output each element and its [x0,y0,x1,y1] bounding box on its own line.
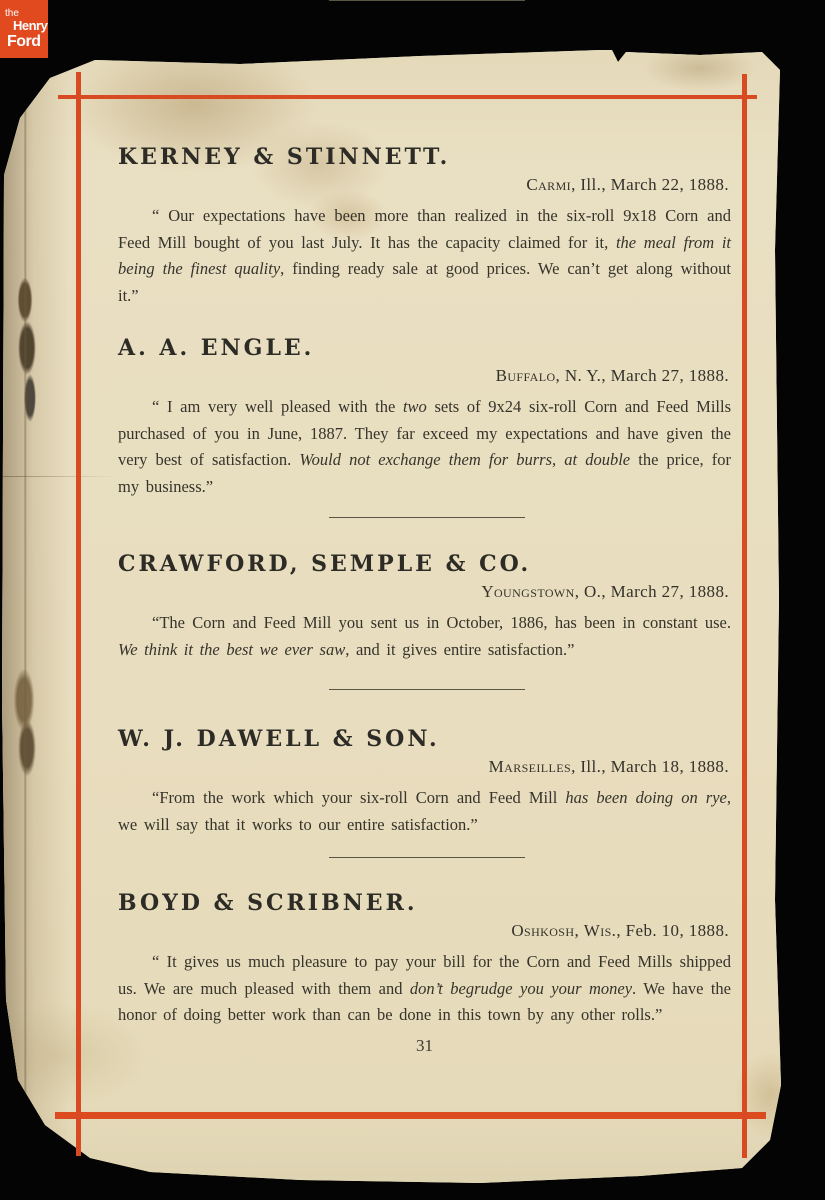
text-segment: , O., March 27, 1888. [574,582,729,601]
text-segment: “The Corn and Feed Mill you sent us in October, 1886, has been in constant use. [152,613,731,632]
text-segment: “ It gives us much pleasure to pay your bill for the Corn and Feed Mills shipped us. We are much pleased with them and [118,952,731,998]
text-segment: Youngstown [481,582,575,601]
testimonial [118,890,731,1029]
text-segment: has been doing on rye [565,788,727,807]
text-segment: , N. Y., March 27, 1888. [555,366,729,385]
page-border-rule-left [76,72,81,1156]
page-number: 31 [416,1036,433,1055]
text-segment: , finding ready sale at good prices. We can’t get along without it.” [118,259,731,305]
text-segment: . We have the honor of doing better work than can be done in this town by any other rolls.” [118,978,731,1024]
testimonial [118,335,731,500]
text-segment: “From the work which your six-roll Corn and Feed Mill [152,788,566,807]
testimonial-dateline [118,173,731,197]
testimonial-company-name: W. J. DAWELL & SON. [118,726,440,752]
text-segment: , we will say that it works to our entire satisfaction.” [118,788,731,834]
section-separator [329,857,525,858]
testimonial-quote [118,203,731,309]
text-segment: Marseilles [488,757,572,776]
text-segment: , [574,921,584,940]
text-segment: the price, for my business.” [118,450,731,496]
testimonial [118,144,731,309]
testimonial-list [118,0,731,1200]
testimonial-quote [118,949,731,1029]
testimonial-quote [118,610,731,663]
testimonial-company-name: CRAWFORD, SEMPLE & CO. [118,551,532,577]
section-separator [329,0,525,1]
text-segment: , and it gives entire satisfaction.” [345,639,575,659]
text-segment: Carmi [526,175,572,194]
logo-word-ford: Ford [7,33,41,50]
section-separator [329,517,525,518]
text-segment: , Ill., March 22, 1888. [571,175,729,194]
testimonial-dateline [118,364,731,388]
testimonial [118,726,731,838]
testimonial-quote [118,785,731,838]
text-segment: sets of 9x24 six-roll Corn and Feed Mills purchased of you in June, 1887. They far exceed my expectations and have given the very best of satisfaction. [118,397,732,469]
text-segment: Wis. [583,921,617,940]
testimonial-dateline [118,755,731,779]
logo-word-the: the [5,8,19,19]
text-segment: “ Our expectations have been more than realized in the six-roll 9x18 Corn and Feed Mill bought of you last July. It has the capacity claimed for it, [118,206,731,252]
testimonial [118,551,731,663]
testimonial-dateline [118,580,731,604]
text-segment: two [402,397,427,416]
testimonial-company-name: BOYD & SCRIBNER. [118,890,418,916]
testimonial-company-name: KERNEY & STINNETT. [118,144,451,170]
text-segment: Oshkosh [511,921,575,940]
text-segment: Buffalo [495,366,556,385]
text-segment: “ I am very well pleased with the [152,397,403,416]
text-segment: Would not exchange them for burrs, at double [299,450,631,469]
testimonial-company-name: A. A. ENGLE. [118,335,315,361]
text-segment: don’t begrudge you your money [409,978,633,998]
testimonial-quote [118,394,731,500]
page-border-rule-right [742,74,747,1158]
logo-word-henry: Henry [13,18,48,33]
section-separator [329,689,525,690]
text-segment: We think it the best we ever saw [118,639,346,659]
text-segment: , Ill., March 18, 1888. [571,757,729,776]
testimonial-dateline [118,919,731,943]
text-segment: the meal from it being the finest quality [118,232,731,278]
henry-ford-logo [0,0,48,58]
text-segment: , Feb. 10, 1888. [616,921,729,940]
